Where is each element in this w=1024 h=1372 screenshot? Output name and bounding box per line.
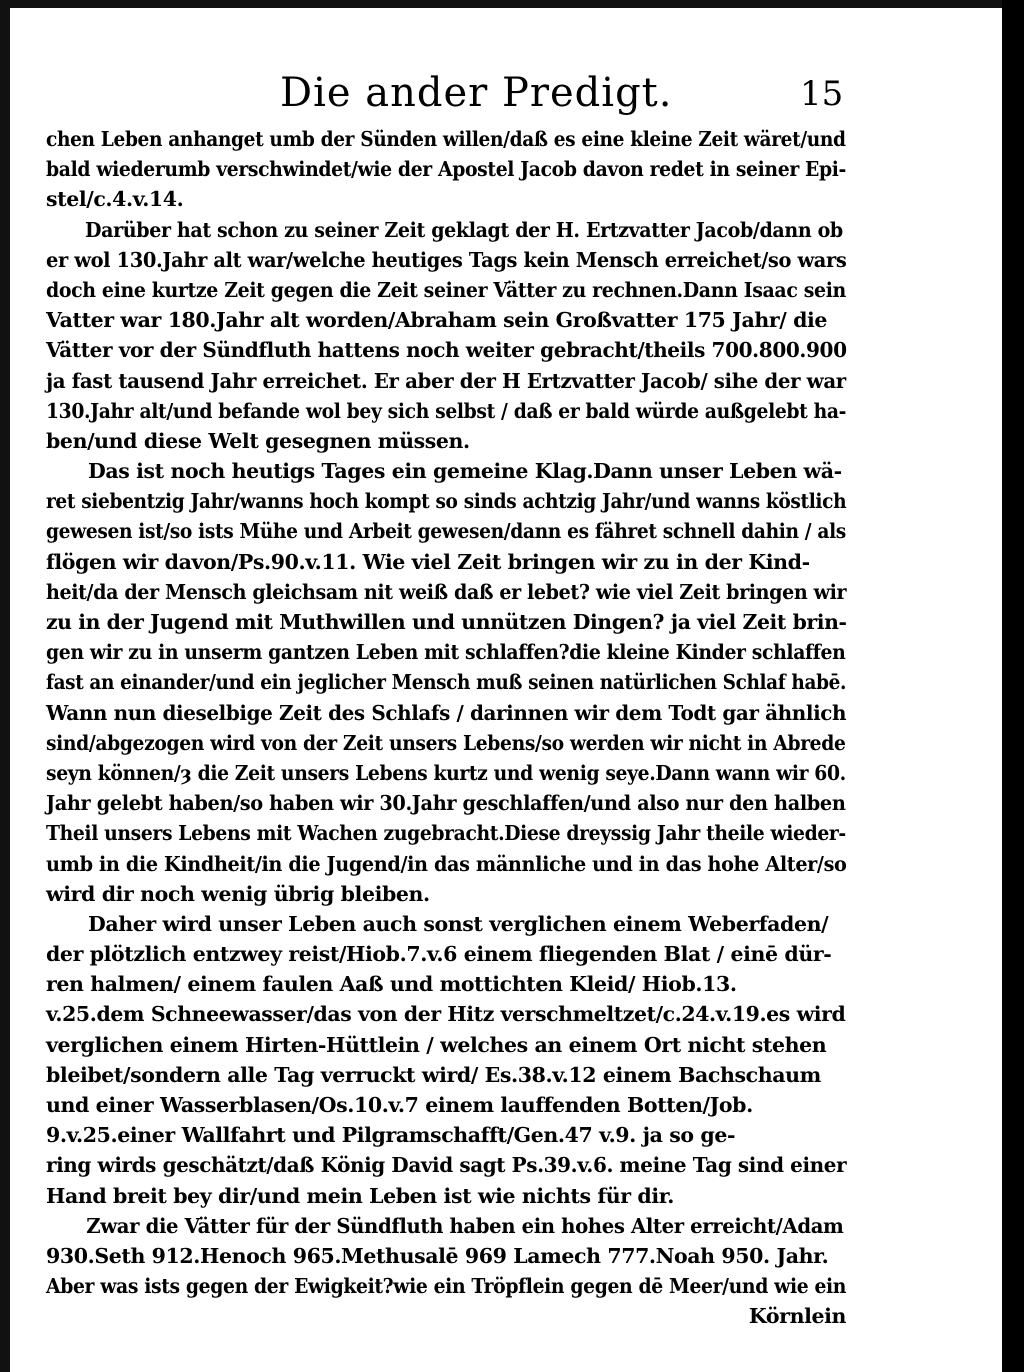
- text-line: Aber was ists gegen der Ewigkeit?wie ein Tröpflein gegen dē Meer/und wie ein: [46, 1274, 847, 1299]
- text-line: bleibet/sondern alle Tag verruckt wird/ Es.38.v.12 einem Bachschaum: [46, 1062, 821, 1087]
- text-line: ja fast tausend Jahr erreichet. Er aber der H Ertzvatter Jacob/ sihe der war: [46, 368, 846, 393]
- text-line: ren halmen/ einem faulen Aaß und mottichten Kleid/ Hiob.13.: [46, 972, 737, 997]
- text-line: Vatter war 180.Jahr alt worden/Abraham sein Großvatter 175 Jahr/ die: [46, 308, 828, 333]
- text-line: Das ist noch heutigs Tages ein gemeine Klag.Dann unser Leben wä-: [88, 459, 842, 484]
- text-line: verglichen einem Hirten-Hüttlein / welches an einem Ort nicht stehen: [46, 1032, 827, 1057]
- text-line: bald wiederumb verschwindet/wie der Apostel Jacob davon redet in seiner Epi-: [46, 157, 846, 182]
- text-line: Theil unsers Lebens mit Wachen zugebracht.Diese dreyssig Jahr theile wieder-: [46, 821, 846, 846]
- text-line: 9.v.25.einer Wallfahrt und Pilgramschafft/Gen.47 v.9. ja so ge-: [46, 1123, 736, 1148]
- text-line: Vätter vor der Sündfluth hattens noch weiter gebracht/theils 700.800.900: [46, 338, 847, 363]
- text-line: stel/c.4.v.14.: [46, 187, 184, 212]
- scan-edge-right: [1002, 0, 1024, 1372]
- scan-edge-left: [0, 0, 10, 1372]
- text-line: Zwar die Vätter für der Sündfluth haben ein hohes Alter erreicht/Adam: [86, 1213, 844, 1238]
- scan-edge-top: [0, 0, 1024, 8]
- text-line: Hand breit bey dir/und mein Leben ist wie nichts für dir.: [46, 1183, 674, 1208]
- running-head: Die ander Predigt.: [280, 70, 673, 116]
- text-line: Jahr gelebt haben/so haben wir 30.Jahr geschlaffen/und also nur den halben: [46, 791, 846, 816]
- text-line: ben/und diese Welt gesegnen müssen.: [46, 428, 470, 453]
- text-line: fast an einander/und ein jeglicher Mensch muß seinen natürlichen Schlaf habē.: [46, 670, 847, 695]
- text-line: ret siebentzig Jahr/wanns hoch kompt so sinds achtzig Jahr/und wanns köstlich: [46, 489, 847, 514]
- text-line: gewesen ist/so ists Mühe und Arbeit gewesen/dann es fähret schnell dahin / als: [46, 519, 846, 544]
- text-line: doch eine kurtze Zeit gegen die Zeit seiner Vätter zu rechnen.Dann Isaac sein: [46, 277, 846, 302]
- text-line: der plötzlich entzwey reist/Hiob.7.v.6 einem fliegenden Blat / einē dür-: [46, 942, 832, 967]
- text-line: zu in der Jugend mit Muthwillen und unnützen Dingen? ja viel Zeit brin-: [46, 610, 847, 634]
- text-line: flögen wir davon/Ps.90.v.11. Wie viel Zeit bringen wir zu in der Kind-: [46, 549, 810, 574]
- catchword: Körnlein: [748, 1304, 846, 1329]
- text-line: seyn können/ȝ die Zeit unsers Lebens kurtz und wenig seye.Dann wann wir 60.: [46, 760, 846, 785]
- text-line: er wol 130.Jahr alt war/welche heutiges Tags kein Mensch erreichet/so wars: [46, 247, 847, 272]
- text-line: sind/abgezogen wird von der Zeit unsers Lebens/so werden wir nicht in Abrede: [46, 730, 846, 755]
- text-line: Daher wird unser Leben auch sonst verglichen einem Weberfaden/: [88, 911, 829, 936]
- text-line: v.25.dem Schneewasser/das von der Hitz verschmeltzet/c.24.v.19.es wird: [46, 1002, 846, 1027]
- text-line: Darüber hat schon zu seiner Zeit geklagt der H. Ertzvatter Jacob/dann ob: [85, 217, 843, 242]
- text-line: chen Leben anhanget umb der Sünden willen/daß es eine kleine Zeit wäret/und: [46, 127, 846, 151]
- body-text: [46, 124, 846, 1332]
- text-line: wird dir noch wenig übrig bleiben.: [46, 881, 430, 906]
- text-line: 930.Seth 912.Henoch 965.Methusalē 969 Lamech 777.Noah 950. Jahr.: [46, 1243, 829, 1268]
- text-line: gen wir zu in unserm gantzen Leben mit schlaffen?die kleine Kinder schlaffen: [46, 640, 846, 665]
- text-line: umb in die Kindheit/in die Jugend/in das männliche und in das hohe Alter/so: [46, 851, 847, 876]
- text-line: Wann nun dieselbige Zeit des Schlafs / darinnen wir dem Todt gar ähnlich: [46, 700, 847, 725]
- text-line: und einer Wasserblasen/Os.10.v.7 einem lauffenden Botten/Job.: [46, 1093, 753, 1117]
- text-line: 130.Jahr alt/und befande wol bey sich selbst / daß er bald würde außgelebt ha-: [46, 398, 847, 423]
- text-line: ring wirds geschätzt/daß König David sagt Ps.39.v.6. meine Tag sind einer: [46, 1153, 847, 1178]
- text-line: heit/da der Mensch gleichsam nit weiß daß er lebet? wie viel Zeit bringen wir: [46, 579, 847, 604]
- page-number: 15: [800, 74, 844, 114]
- page-header: [40, 70, 844, 120]
